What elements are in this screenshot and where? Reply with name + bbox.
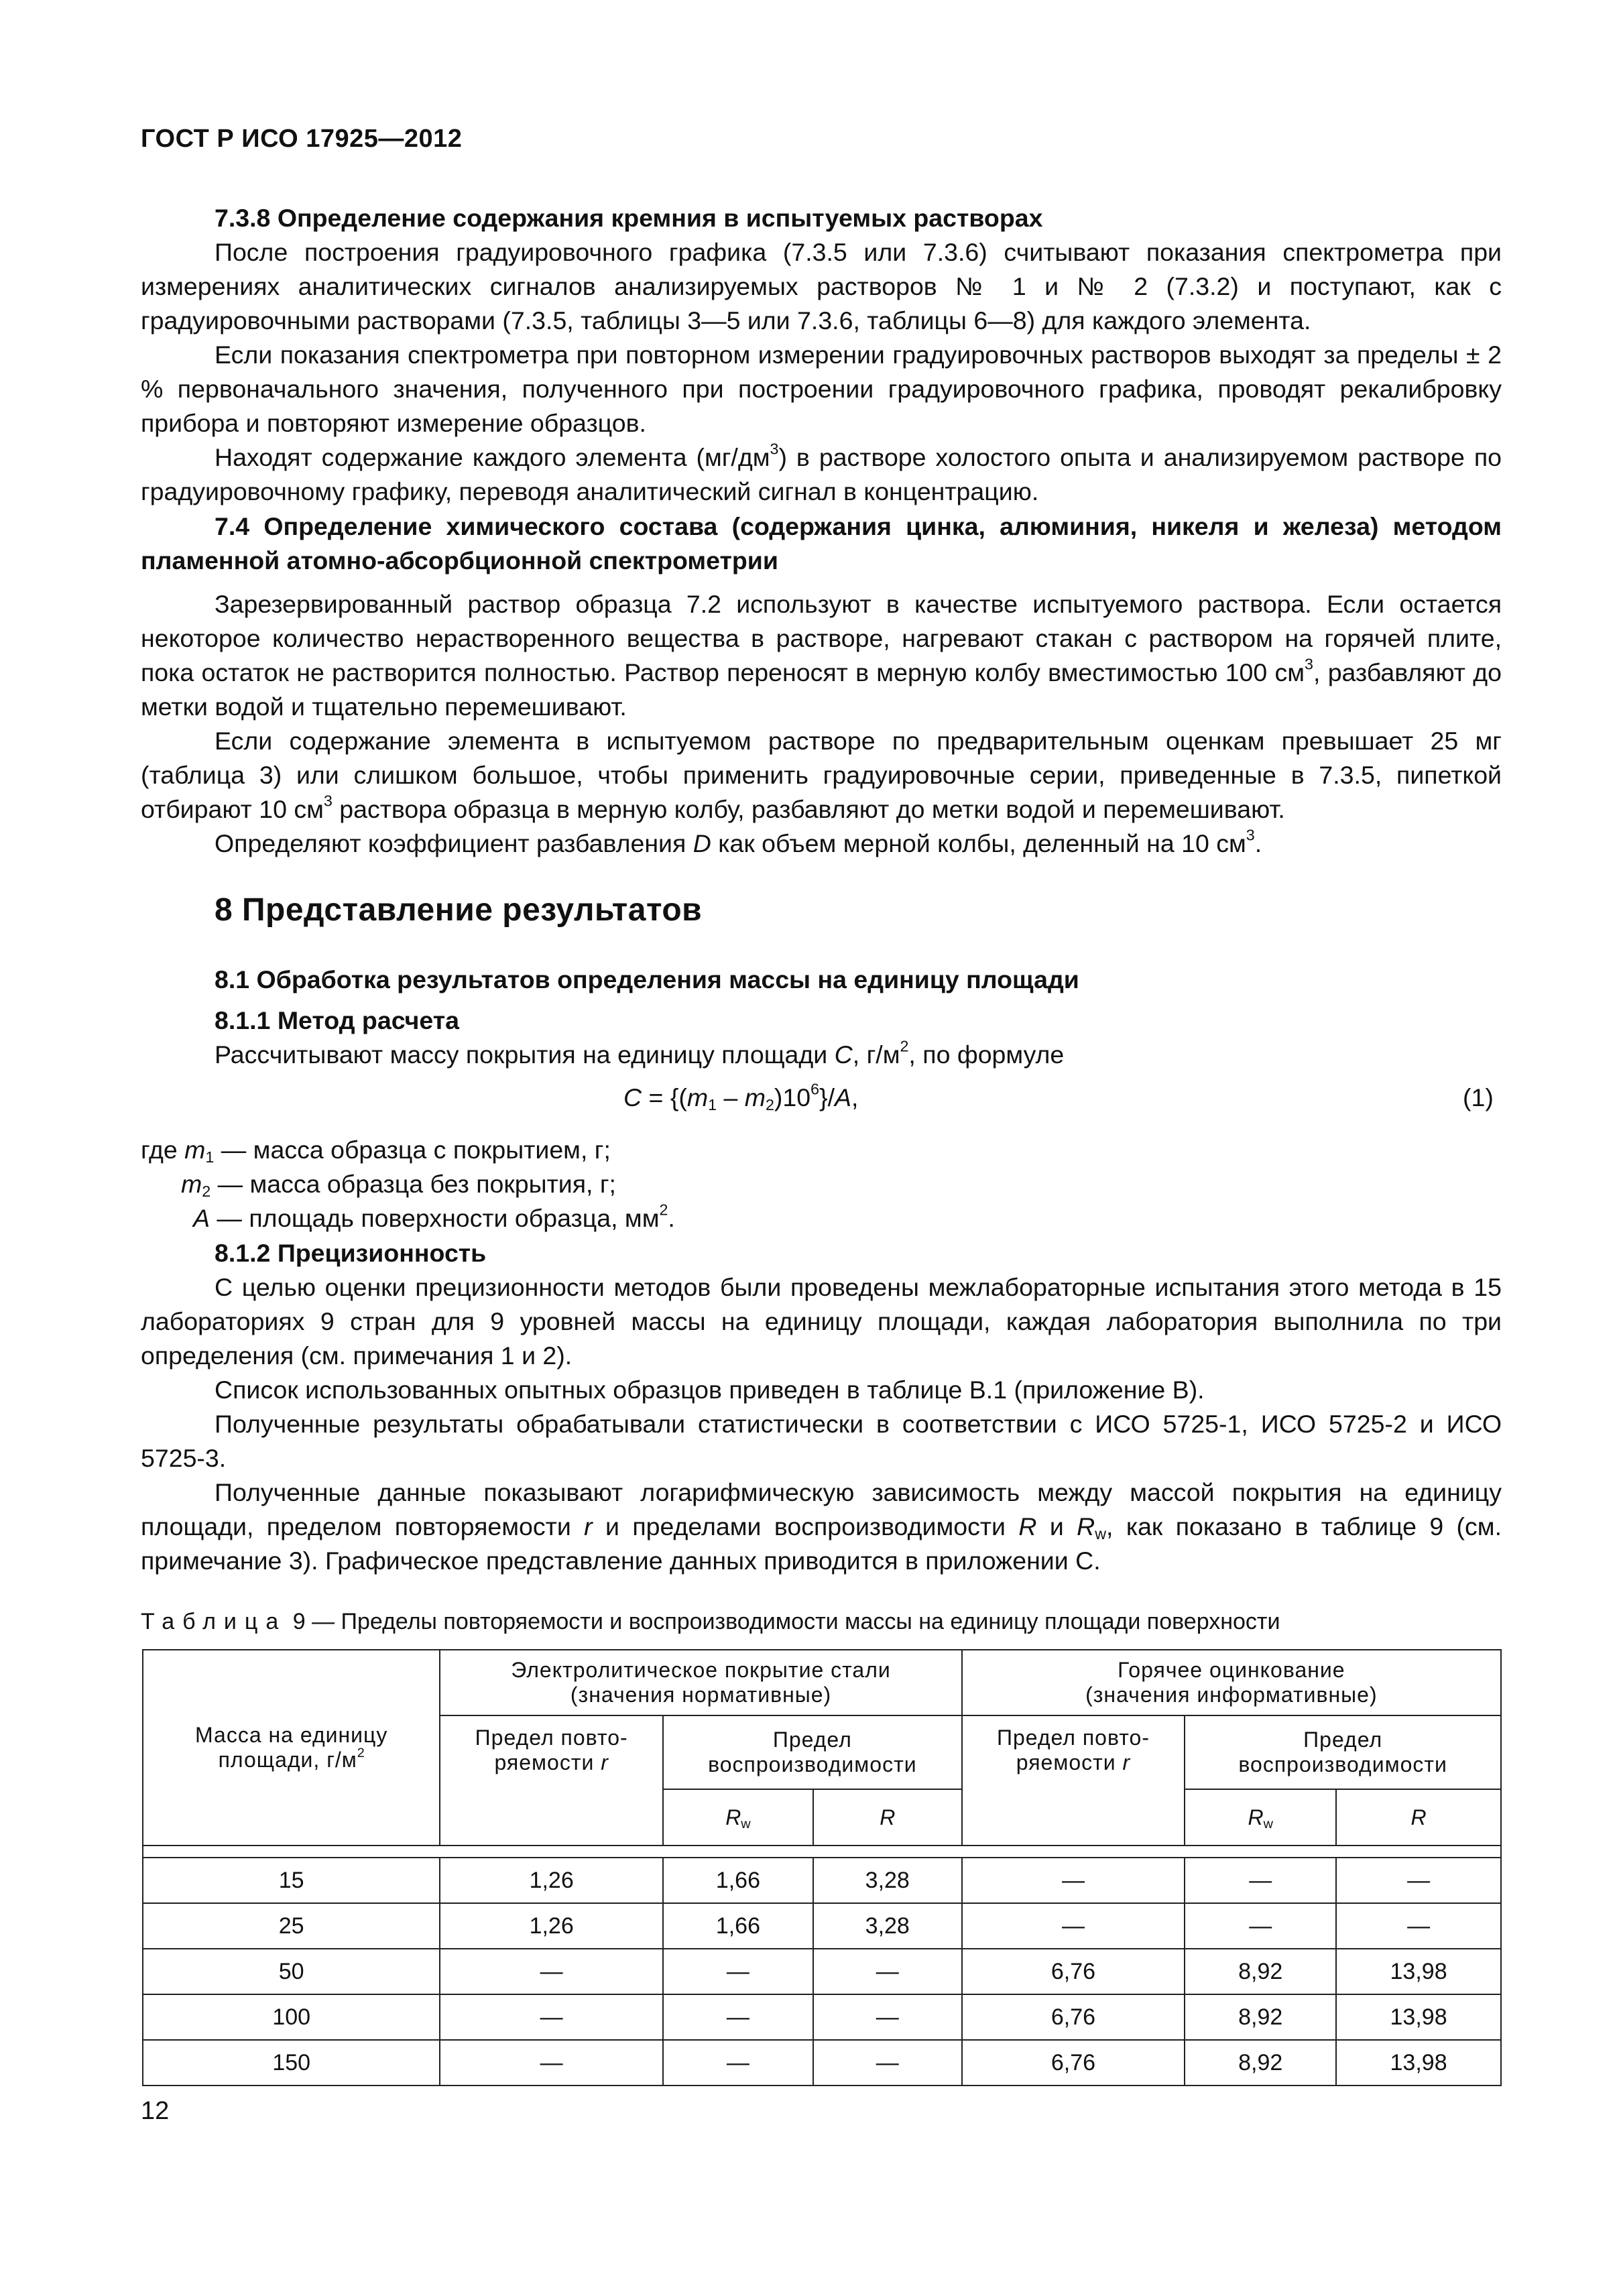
table-cell: 3,28	[813, 1903, 962, 1949]
header-r: R	[1336, 1789, 1501, 1846]
table-cell: —	[440, 1949, 663, 1994]
table-cell: 8,92	[1185, 1994, 1336, 2040]
paragraph: С целью оценки прецизионности методов были проведены межлабораторные испытания этого метода в 15 лабораториях 9 стран для 9 уровней массы на единицу площади, каждая лаборатория выполнила по три определения (см. примечания 1 и 2).	[141, 1273, 1502, 1370]
formula: $C = \{(m_1 - m_2)10^6\}/A$,	[623, 1080, 859, 1113]
table-cell: 150	[143, 2040, 440, 2086]
paragraph: Если показания спектрометра при повторном измерении градуировочных растворов выходят за пределы ± 2 % первоначального значения, полученного при построении градуировочного графика, проводят рекалибровку прибора и повторяют измерение образцов.	[141, 341, 1502, 437]
table-cell: 6,76	[962, 1994, 1185, 2040]
table-cell: —	[663, 1949, 813, 1994]
table-cell: —	[813, 1949, 962, 1994]
table-cell: 1,26	[440, 1858, 663, 1903]
table-caption: Таблица 9 — Пределы повторяемости и воспроизводимости массы на единицу площади поверхности	[141, 1609, 1280, 1634]
header-repeatability: Предел повто- ряемости r	[962, 1715, 1185, 1846]
paragraph: Полученные данные показывают логарифмическую зависимость между массой покрытия на единицу площади, пределом повторяемости r и пределами воспроизводимости R и $R_w$, как показано в таблице 9 (см. примечание 3). Графическое представление данных приводится в приложении С.	[141, 1478, 1502, 1575]
paragraph: Определяют коэффициент разбавления D как объем мерной колбы, деленный на 10 $см^3$.	[215, 826, 1262, 857]
table-cell: 6,76	[962, 1949, 1185, 1994]
paragraph: Полученные результаты обрабатывали статистически в соответствии с ИСО 5725-1, ИСО 5725-2 и ИСО 5725-3.	[141, 1410, 1502, 1472]
table-cell: 25	[143, 1903, 440, 1949]
table-row	[143, 2040, 1501, 2086]
section-8-1-2	[141, 1236, 1502, 1578]
table-cell: 1,66	[663, 1858, 813, 1903]
header-rw: $R_w$	[1185, 1789, 1336, 1846]
table-cell: —	[1336, 1858, 1501, 1903]
table-cell: —	[962, 1903, 1185, 1949]
section-title: 8.1.1 Метод расчета	[215, 1006, 459, 1034]
table-row	[143, 1858, 1501, 1903]
table-cell: 8,92	[1185, 2040, 1336, 2086]
section-title: 8.1.2 Прецизионность	[215, 1239, 487, 1267]
table-cell: 13,98	[1336, 1994, 1501, 2040]
legend-item: где $m_1$ — масса образца с покрытием, г;	[141, 1136, 611, 1166]
header-group-electrolytic: Электролитическое покрытие стали (значения нормативные)	[440, 1650, 961, 1715]
document-header: ГОСТ Р ИСО 17925—2012	[141, 125, 463, 153]
section-7-4	[141, 509, 1502, 861]
header-r: R	[813, 1789, 962, 1846]
header-mass: Масса на единицу площади, $г/м^2$	[143, 1650, 440, 1846]
table-row	[143, 1949, 1501, 1994]
table-cell: 15	[143, 1858, 440, 1903]
formula-number: (1)	[1463, 1083, 1494, 1111]
table-cell: 1,26	[440, 1903, 663, 1949]
paragraph: Зарезервированный раствор образца 7.2 используют в качестве испытуемого раствора. Если остается некоторое количество нерастворенного вещества в растворе, нагревают стакан с раствором на горячей плите, пока остаток не растворится полностью. Раствор переносят в мерную колбу вместимостью 100 $см^3$, разбавляют до метки водой и тщательно перемешивают.	[141, 590, 1502, 721]
section-title: 7.3.8 Определение содержания кремния в испытуемых растворах	[215, 204, 1043, 232]
page-number: 12	[141, 2097, 170, 2125]
table-cell: —	[440, 1994, 663, 2040]
table-cell: 3,28	[813, 1858, 962, 1903]
header-repeatability: Предел повто- ряемости r	[440, 1715, 663, 1846]
legend-item: A — площадь поверхности образца, $мм^2$.	[193, 1201, 675, 1232]
legend-item: $m_2$ — масса образца без покрытия, г;	[181, 1170, 616, 1200]
table-cell: 13,98	[1336, 2040, 1501, 2086]
section-7-3-8	[141, 201, 1502, 509]
table-row	[143, 1903, 1501, 1949]
formula-legend	[141, 1133, 675, 1235]
table-cell: —	[440, 2040, 663, 2086]
table-cell: —	[813, 1994, 962, 2040]
header-group-hot-dip: Горячее оцинкование (значения информативные)	[962, 1650, 1501, 1715]
header-rw: $R_w$	[663, 1789, 813, 1846]
table-cell	[143, 1846, 1501, 1858]
paragraph: Если содержание элемента в испытуемом растворе по предварительным оценкам превышает 25 мг (таблица 3) или слишком большое, чтобы применить градуировочные серии, приведенные в 7.3.5, пипеткой отбирают 10 $см^3$ раствора образца в мерную колбу, разбавляют до метки водой и перемешивают.	[141, 727, 1502, 823]
table-cell: —	[663, 1994, 813, 2040]
section-8-1	[141, 963, 1502, 1072]
table-cell: —	[1185, 1903, 1336, 1949]
paragraph: Рассчитывают массу покрытия на единицу площади C, $г/м^2$, по формуле	[215, 1037, 1065, 1069]
header-reproducibility: Предел воспроизводимости	[663, 1715, 962, 1789]
table-9	[142, 1649, 1502, 2086]
table-cell: 13,98	[1336, 1949, 1501, 1994]
table-cell: —	[1336, 1903, 1501, 1949]
table-cell: —	[962, 1858, 1185, 1903]
table-cell: 100	[143, 1994, 440, 2040]
table-cell: —	[663, 2040, 813, 2086]
section-title: 8.1 Обработка результатов определения массы на единицу площади	[215, 965, 1079, 993]
paragraph: Список использованных опытных образцов приведен в таблице В.1 (приложение В).	[215, 1376, 1205, 1404]
paragraph: Находят содержание каждого элемента $(мг/дм^3)$ в растворе холостого опыта и анализируемом растворе по градуировочному графику, переводя аналитический сигнал в концентрацию.	[141, 440, 1502, 505]
table-cell: —	[1185, 1858, 1336, 1903]
table-row	[143, 1994, 1501, 2040]
table-cell: 50	[143, 1949, 440, 1994]
section-title: 7.4 Определение химического состава (содержания цинка, алюминия, никеля и железа) методом пламенной атомно-абсорбционной спектрометрии	[141, 512, 1502, 575]
table-cell: 1,66	[663, 1903, 813, 1949]
table-cell: 6,76	[962, 2040, 1185, 2086]
section-8-title: 8 Представление результатов	[215, 892, 703, 928]
table-cell: —	[813, 2040, 962, 2086]
header-reproducibility: Предел воспроизводимости	[1185, 1715, 1501, 1789]
table-cell: 8,92	[1185, 1949, 1336, 1994]
paragraph: После построения градуировочного графика (7.3.5 или 7.3.6) считывают показания спектрометра при измерениях аналитических сигналов анализируемых растворов № 1 и № 2 (7.3.2) и поступают, как с градуировочными растворами (7.3.5, таблицы 3—5 или 7.3.6, таблицы 6—8) для каждого элемента.	[141, 238, 1502, 335]
